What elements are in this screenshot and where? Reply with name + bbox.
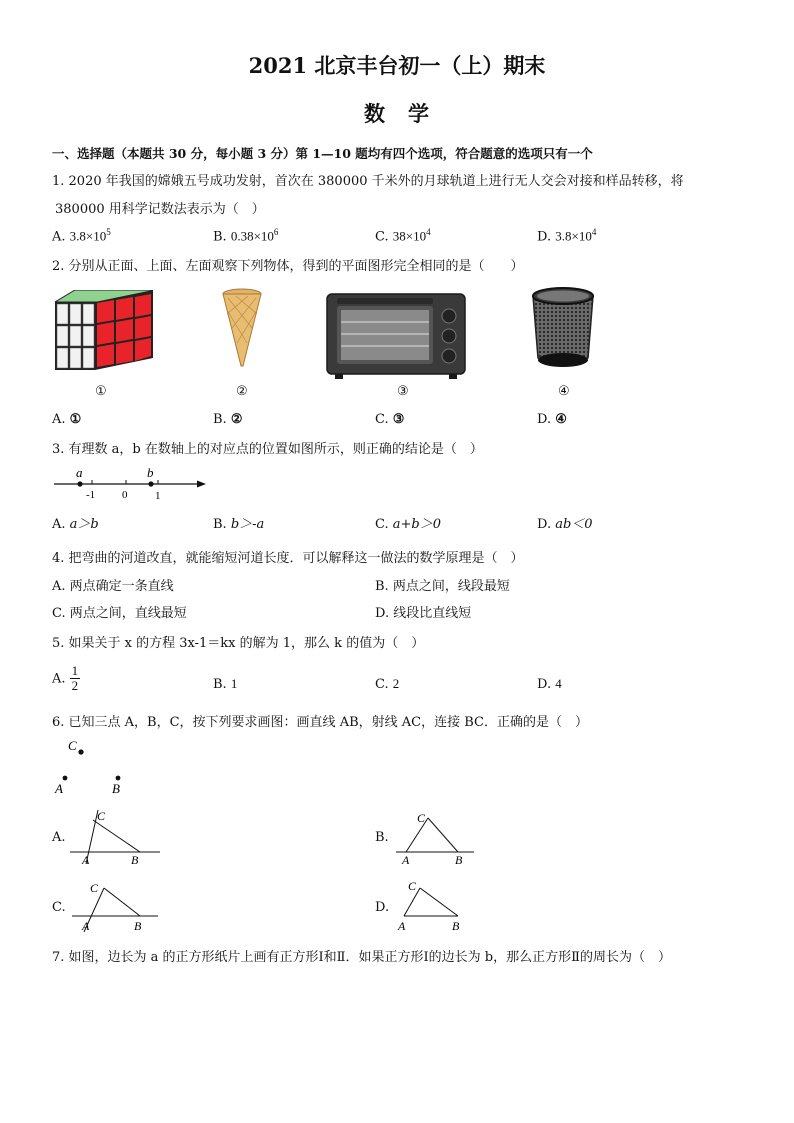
q6-given-points-diagram: [50, 736, 140, 798]
svg-text:A: A: [82, 919, 90, 933]
q3-option-b[interactable]: B. b＞-a: [213, 517, 265, 532]
q6-option-c-label[interactable]: C.: [52, 900, 66, 915]
oven-image: [325, 292, 467, 380]
q2-option-c[interactable]: C. ③: [375, 412, 405, 427]
q4-option-b[interactable]: B. 两点之间，线段最短: [375, 579, 510, 594]
point-a-dot: [63, 776, 68, 781]
point-a-dot: [77, 481, 82, 486]
q1-stem-line2: 380000 用科学记数法表示为（ ）: [55, 202, 265, 217]
svg-text:B: B: [131, 853, 139, 866]
q6-option-d-diagram[interactable]: [392, 876, 482, 936]
rubiks-cube-image: [55, 290, 153, 372]
number-line-diagram: [50, 462, 215, 502]
q6-option-a-label[interactable]: A.: [52, 830, 66, 845]
point-a-label: a: [76, 465, 83, 480]
svg-text:C: C: [408, 879, 417, 893]
q2-option-d[interactable]: D. ④: [537, 412, 567, 427]
svg-text:B: B: [452, 919, 460, 933]
q2-image-label-1: ①: [95, 384, 107, 399]
q5-option-a[interactable]: A. $\frac{1}{2}$: [52, 663, 79, 694]
pen-holder-image: [530, 286, 596, 372]
tick-label-0: 0: [122, 489, 128, 501]
point-b-label: b: [147, 465, 154, 480]
q2-option-a[interactable]: A. ①: [52, 412, 82, 427]
svg-text:A: A: [402, 853, 410, 866]
q3-option-d[interactable]: D. ab＜0: [537, 517, 593, 532]
point-b-dot: [116, 776, 121, 781]
q2-image-label-2: ②: [236, 384, 248, 399]
q4-option-c[interactable]: C. 两点之间，直线最短: [52, 606, 187, 621]
svg-text:B: B: [134, 919, 142, 933]
q2-image-label-3: ③: [397, 384, 409, 399]
q3-stem: 3. 有理数 a，b 在数轴上的对应点的位置如图所示，则正确的结论是（ ）: [52, 442, 483, 457]
q1-stem-line1: 1. 2020 年我国的嫦娥五号成功发射，首次在 380000 千米外的月球轨道上进行无人交会对接和样品转移，将: [52, 174, 684, 189]
q5-option-c[interactable]: C. 2: [375, 676, 400, 692]
point-b-dot: [148, 481, 153, 486]
q4-option-a[interactable]: A. 两点确定一条直线: [52, 579, 174, 594]
tick-label-neg1: -1: [86, 489, 96, 501]
q3-option-a[interactable]: A. a＞b: [52, 517, 99, 532]
q5-option-b[interactable]: B. 1: [213, 676, 238, 692]
point-a-label: A: [55, 781, 63, 796]
section-heading: 一、选择题（本题共 30 分，每小题 3 分）第 1—10 题均有四个选项，符合题意的选项只有一个: [52, 146, 593, 161]
q1-option-d[interactable]: D. $3.8\times 10^4$: [537, 227, 597, 245]
point-c-label: C: [68, 738, 77, 753]
q6-option-c-diagram[interactable]: [68, 876, 163, 936]
q5-option-d[interactable]: D. 4: [537, 676, 562, 692]
q7-stem: 7. 如图，边长为 a 的正方形纸片上画有正方形Ⅰ和Ⅱ．如果正方形Ⅰ的边长为 b，那么正方形Ⅱ的周长为（ ）: [52, 950, 671, 965]
point-b-label: B: [112, 781, 120, 796]
q1-option-c[interactable]: C. $38\times 10^4$: [375, 227, 431, 245]
svg-text:A: A: [398, 919, 406, 933]
paper-title: 2021 北京丰台初一（上）期末: [248, 53, 546, 78]
svg-text:C: C: [90, 881, 99, 895]
q5-stem: 5. 如果关于 x 的方程 3x-1＝kx 的解为 1，那么 k 的值为（ ）: [52, 636, 425, 651]
ice-cream-cone-image: [222, 288, 262, 368]
svg-text:B: B: [455, 853, 463, 866]
svg-text:C: C: [97, 809, 106, 823]
q2-option-b[interactable]: B. ②: [213, 412, 243, 427]
fraction-one-half: $\frac{1}{2}$: [71, 663, 79, 694]
q1-option-b[interactable]: B. $0.38\times 10^6$: [213, 227, 279, 245]
q6-option-d-label[interactable]: D.: [375, 900, 390, 915]
svg-text:A: A: [82, 853, 90, 866]
q4-stem: 4. 把弯曲的河道改直，就能缩短河道长度．可以解释这一做法的数学原理是（ ）: [52, 551, 524, 566]
axis-arrow: [197, 481, 206, 488]
q3-option-c[interactable]: C. a+b＞0: [375, 517, 442, 532]
q4-option-d[interactable]: D. 线段比直线短: [375, 606, 472, 621]
point-c-dot: [78, 749, 83, 754]
q6-stem: 6. 已知三点 A，B，C，按下列要求画图：画直线 AB，射线 AC，连接 BC．正确的是（ ）: [52, 715, 588, 730]
q2-image-label-4: ④: [558, 384, 570, 399]
subject-title: 数 学: [364, 101, 430, 126]
q2-stem: 2. 分别从正面、上面、左面观察下列物体，得到的平面图形完全相同的是（ ）: [52, 259, 524, 274]
q6-option-b-diagram[interactable]: [392, 806, 482, 866]
svg-text:C: C: [417, 811, 426, 825]
tick-label-1: 1: [155, 490, 161, 502]
q1-option-a[interactable]: A. $3.8\times 10^5$: [52, 227, 111, 245]
q6-option-a-diagram[interactable]: [68, 806, 163, 866]
q6-option-b-label[interactable]: B.: [375, 830, 389, 845]
